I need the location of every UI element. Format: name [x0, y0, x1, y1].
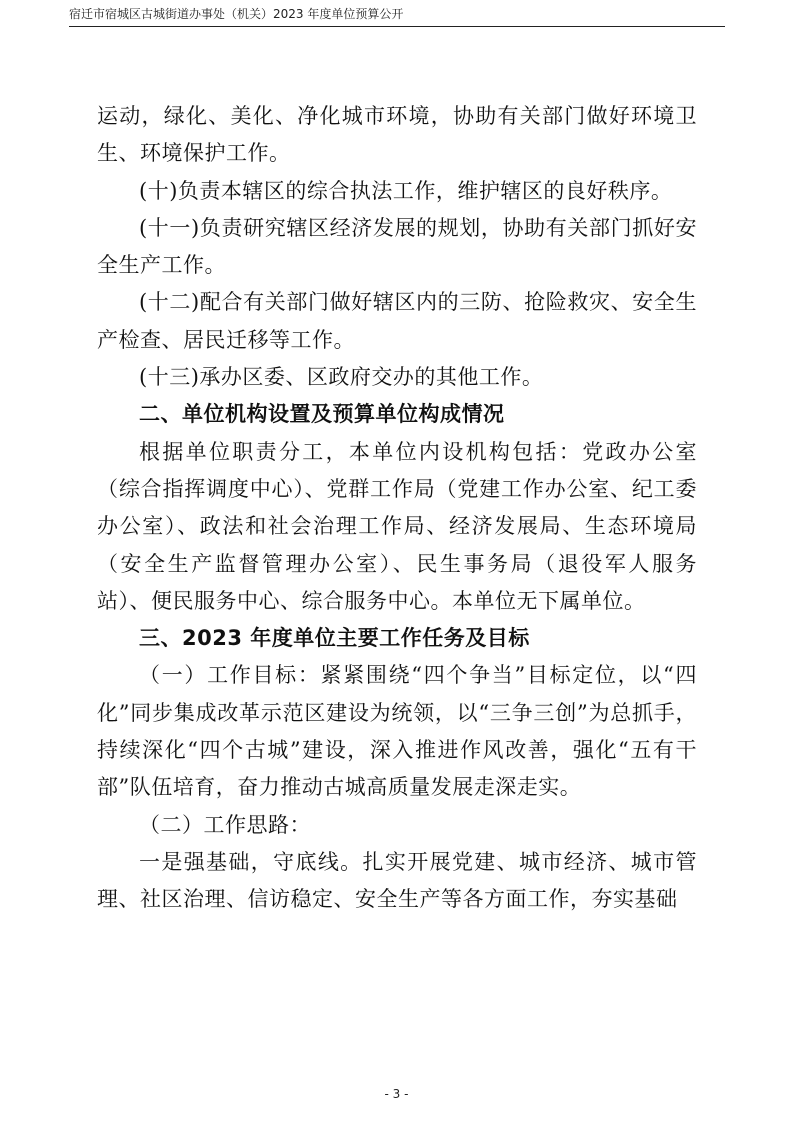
- paragraph-approach-1: 一是强基础，守底线。扎实开展党建、城市经济、城市管理、社区治理、信访稳定、安全生产等各方面工作，夯实基础: [97, 849, 697, 912]
- paragraph-approach-title: （二）工作思路：: [139, 812, 311, 837]
- paragraph-item-10: (十)负责本辖区的综合执法工作，维护辖区的良好秩序。: [139, 178, 673, 203]
- page-header: 宿迁市宿城区古城街道办事处（机关）2023 年度单位预算公开: [69, 7, 404, 21]
- paragraph-item-12: (十二)配合有关部门做好辖区内的三防、抢险救灾、安全生产检查、居民迁移等工作。: [97, 290, 697, 352]
- paragraph-item-11: (十一)负责研究辖区经济发展的规划，协助有关部门抓好安全生产工作。: [97, 215, 697, 278]
- section-heading-2: 二、单位机构设置及预算单位构成情况: [139, 402, 505, 427]
- paragraph-continued: 运动，绿化、美化、净化城市环境，协助有关部门做好环境卫生、环境保护工作。: [97, 104, 697, 166]
- section-heading-3: 三、2023 年度单位主要工作任务及目标: [139, 626, 530, 651]
- page-number: - 3 -: [384, 1087, 409, 1101]
- paragraph-item-13: (十三)承办区委、区政府交办的其他工作。: [139, 365, 544, 390]
- document-body: [97, 98, 697, 919]
- paragraph-work-goal: （一）工作目标：紧紧围绕“四个争当”目标定位，以“四化”同步集成改革示范区建设为统领，以“三争三创”为总抓手，持续深化“四个古城”建设，深入推进作风改善，强化“五有干部”队伍培育，奋力推动古城高质量发展走深走实。: [97, 663, 697, 800]
- paragraph-organization: 根据单位职责分工，本单位内设机构包括：党政办公室（综合指挥调度中心）、党群工作局（党建工作办公室、纪工委办公室）、政法和社会治理工作局、经济发展局、生态环境局（安全生产监督管理办公室）、民生事务局（退役军人服务站）、便民服务中心、综合服务中心。本单位无下属单位。: [97, 439, 697, 613]
- header-divider: [69, 26, 725, 27]
